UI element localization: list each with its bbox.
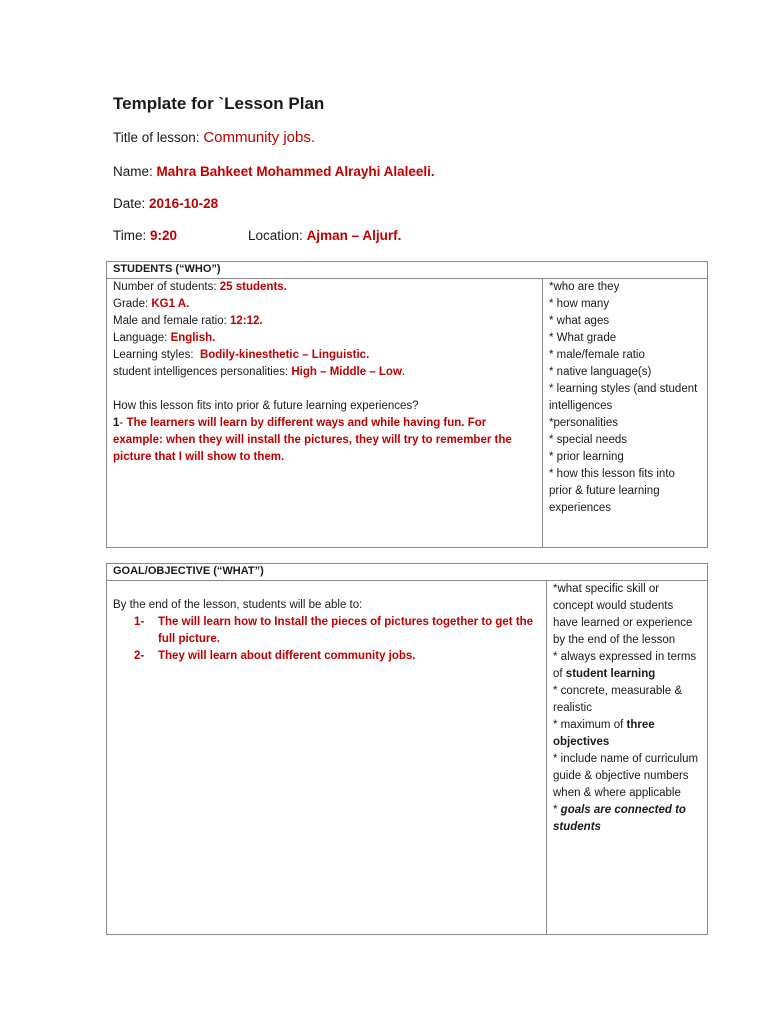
- location-label: Location:: [248, 228, 303, 243]
- guide-item: [553, 802, 701, 836]
- row-value: High – Middle – Low: [291, 366, 402, 378]
- goal-table: [106, 563, 708, 935]
- name-label: Name:: [113, 164, 153, 179]
- guide-emphasis: goals are connected to students: [553, 804, 686, 833]
- row-label: student intelligences personalities:: [113, 366, 289, 378]
- row-value: 25 students.: [219, 281, 287, 293]
- guide-item: * include name of curriculum guide & objective numbers when & where applicable: [553, 753, 699, 799]
- lesson-title-value: Community jobs.: [203, 129, 316, 146]
- objective-item: [113, 648, 540, 665]
- row-label: Male and female ratio:: [113, 315, 227, 327]
- guide-emphasis: three objectives: [553, 719, 655, 748]
- language-row: [113, 330, 536, 347]
- guide-item: * how this lesson fits into prior & future learning experiences: [549, 468, 675, 514]
- answer-text: The learners will learn by different ways and while having fun. For example: when they will install the pictures, they will try to remember the picture that I will show to them.: [113, 417, 512, 463]
- objective-text: The will learn how to Install the pieces of pictures together to get the full picture.: [158, 616, 534, 645]
- guide-item: * native language(s): [549, 366, 652, 378]
- goal-intro: By the end of the lesson, students will be able to:: [113, 599, 363, 611]
- intelligences-row: [113, 364, 536, 381]
- guide-emphasis: student learning: [565, 668, 656, 680]
- ratio-row: [113, 313, 536, 330]
- objective-text: They will learn about different community jobs.: [158, 650, 416, 662]
- guide-item: *personalities: [549, 417, 619, 429]
- objective-number: 2-: [134, 650, 145, 662]
- goal-header: GOAL/OBJECTIVE (“WHAT”): [107, 564, 708, 581]
- guide-item: *what specific skill or concept would students have learned or experience by the end of the lesson: [553, 583, 693, 646]
- guide-item: * male/female ratio: [549, 349, 645, 361]
- row-label: Learning styles:: [113, 349, 194, 361]
- grade-row: [113, 296, 536, 313]
- guide-text: *: [553, 804, 561, 816]
- row-label: Number of students:: [113, 281, 217, 293]
- answer-number: 1: [113, 417, 120, 429]
- guide-item: * learning styles (and student intelligences: [549, 383, 698, 412]
- students-table: [106, 261, 708, 548]
- guide-item: * What grade: [549, 332, 617, 344]
- date-line: [113, 196, 218, 211]
- time-line: [113, 228, 177, 243]
- fit-answer: [113, 415, 536, 466]
- guide-item: * what ages: [549, 315, 610, 327]
- row-dot: .: [401, 366, 406, 378]
- guide-item: * prior learning: [549, 451, 624, 463]
- row-value: English.: [170, 332, 216, 344]
- guide-item: * how many: [549, 298, 610, 310]
- goal-guide-cell: [547, 581, 708, 935]
- row-value: KG1 A.: [151, 298, 190, 310]
- answer-dash: -: [119, 417, 124, 429]
- lesson-title-label: Title of lesson:: [113, 130, 200, 145]
- learning-styles-row: [113, 347, 536, 364]
- students-details-cell: [107, 279, 543, 548]
- students-guide-cell: [543, 279, 708, 548]
- guide-item: * concrete, measurable & realistic: [553, 685, 683, 714]
- lesson-title-line: [113, 129, 315, 146]
- row-value: Bodily-kinesthetic – Linguistic.: [199, 349, 370, 361]
- goal-details-cell: [107, 581, 547, 935]
- name-value: Mahra Bahkeet Mohammed Alrayhi Alaleeli.: [156, 164, 435, 179]
- date-value: 2016-10-28: [149, 196, 219, 211]
- fit-question: How this lesson fits into prior & future learning experiences?: [113, 400, 419, 412]
- name-line: [113, 164, 435, 179]
- students-header: STUDENTS (“WHO”): [107, 262, 708, 279]
- location-value: Ajman – Aljurf.: [306, 228, 402, 243]
- location-line: [248, 228, 401, 243]
- guide-text: * always expressed in terms of: [553, 651, 697, 680]
- objective-item: [113, 614, 540, 648]
- row-value: 12:12.: [230, 315, 263, 327]
- guide-text: * maximum of: [553, 719, 627, 731]
- row-label: Language:: [113, 332, 168, 344]
- guide-item: *who are they: [549, 281, 620, 293]
- guide-item: * special needs: [549, 434, 627, 446]
- guide-item: [553, 649, 701, 683]
- guide-item: [553, 717, 701, 751]
- students-count-row: [113, 279, 536, 296]
- document-title: Template for `Lesson Plan: [113, 94, 325, 113]
- objective-number: 1-: [134, 616, 145, 628]
- row-label: Grade:: [113, 298, 149, 310]
- time-label: Time:: [113, 228, 147, 243]
- time-value: 9:20: [150, 228, 178, 243]
- date-label: Date:: [113, 196, 146, 211]
